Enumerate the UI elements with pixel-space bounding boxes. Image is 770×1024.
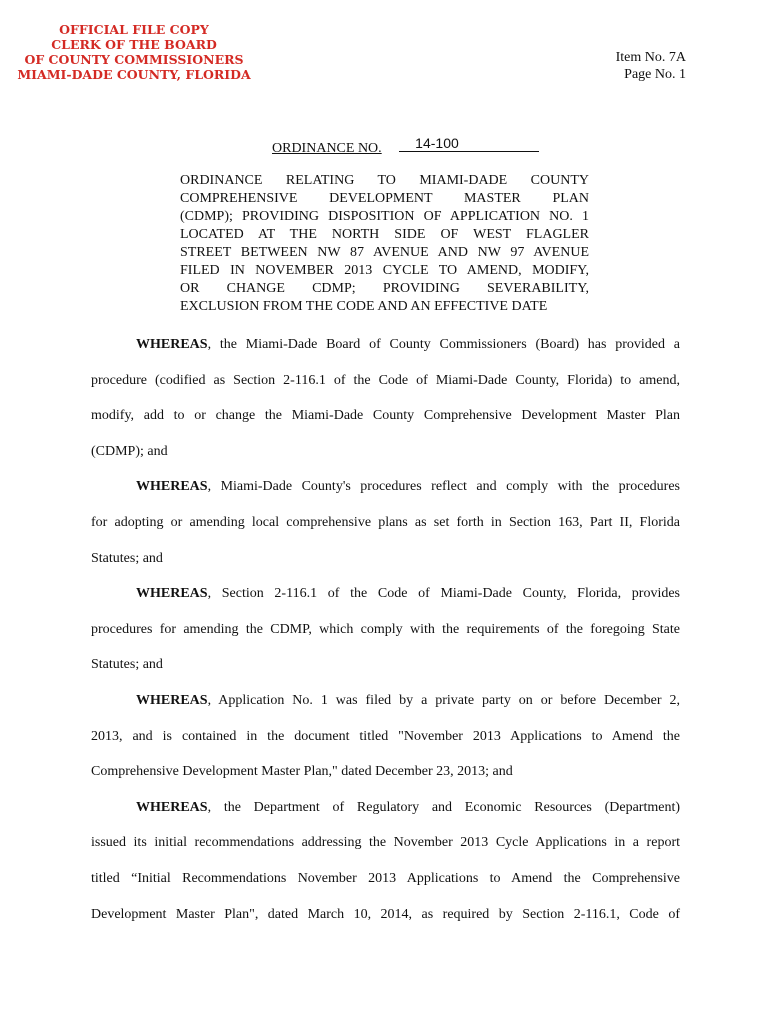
whereas-lead: WHEREAS	[136, 692, 208, 708]
title-line: LOCATED AT THE NORTH SIDE OF WEST FLAGLER	[180, 227, 589, 242]
page-number: Page No. 1	[624, 67, 686, 82]
whereas-paragraph	[91, 790, 680, 932]
title-line: (CDMP); PROVIDING DISPOSITION OF APPLICATION NO. 1	[180, 209, 589, 224]
paragraph-line	[91, 790, 680, 826]
whereas-paragraph	[91, 683, 680, 790]
ordinance-body	[91, 327, 680, 932]
ordinance-number: 14-100	[415, 135, 459, 151]
paragraph-line: titled “Initial Recommendations November 2013 Applications to Amend the Comprehensive	[91, 870, 680, 886]
title-line: STREET BETWEEN NW 87 AVENUE AND NW 97 AVENUE	[180, 245, 589, 260]
paragraph-line: procedure (codified as Section 2-116.1 of the Code of Miami-Dade County, Florida) to amend,	[91, 372, 680, 388]
title-line: COMPREHENSIVE DEVELOPMENT MASTER PLAN	[180, 191, 589, 206]
stamp-line: OF COUNTY COMMISSIONERS	[24, 52, 244, 67]
paragraph-line: Development Master Plan", dated March 10, 2014, as required by Section 2-116.1, Code of	[91, 906, 680, 922]
whereas-lead: WHEREAS	[136, 799, 208, 815]
paragraph-line: procedures for amending the CDMP, which comply with the requirements of the foregoing State	[91, 621, 680, 637]
paragraph-line: Statutes; and	[91, 657, 163, 673]
ordinance-title	[180, 172, 589, 316]
paragraph-line: Comprehensive Development Master Plan," dated December 23, 2013; and	[91, 764, 513, 780]
whereas-paragraph	[91, 327, 680, 469]
ordinance-label: ORDINANCE NO.	[272, 141, 382, 156]
paragraph-text: , Miami-Dade County's procedures reflect and comply with the procedures	[207, 479, 680, 495]
whereas-lead: WHEREAS	[136, 479, 208, 495]
title-line: OR CHANGE CDMP; PROVIDING SEVERABILITY,	[180, 281, 589, 296]
item-reference	[590, 49, 686, 83]
title-line: FILED IN NOVEMBER 2013 CYCLE TO AMEND, MODIFY,	[180, 263, 589, 278]
paragraph-line	[91, 683, 680, 719]
paragraph-line: issued its initial recommendations addressing the November 2013 Cycle Applications in a report	[91, 835, 680, 851]
ordinance-number-line	[272, 137, 539, 157]
ordinance-number-blank	[399, 137, 539, 152]
title-line: ORDINANCE RELATING TO MIAMI-DADE COUNTY	[180, 173, 589, 188]
paragraph-text: , the Department of Regulatory and Economic Resources (Department)	[207, 799, 680, 815]
title-line: EXCLUSION FROM THE CODE AND AN EFFECTIVE DATE	[180, 299, 548, 314]
paragraph-line: 2013, and is contained in the document titled "November 2013 Applications to Amend the	[91, 728, 680, 744]
item-number: Item No. 7A	[615, 50, 686, 65]
paragraph-text: , the Miami-Dade Board of County Commissioners (Board) has provided a	[207, 337, 680, 352]
whereas-lead: WHEREAS	[136, 337, 208, 352]
paragraph-line: (CDMP); and	[91, 443, 168, 459]
paragraph-line: for adopting or amending local comprehensive plans as set forth in Section 163, Part II, Florida	[91, 514, 680, 530]
paragraph-line	[91, 327, 680, 363]
stamp-line: MIAMI-DADE COUNTY, FLORIDA	[17, 67, 251, 82]
whereas-paragraph	[91, 469, 680, 576]
whereas-paragraph	[91, 576, 680, 683]
stamp-line: OFFICIAL FILE COPY	[59, 22, 209, 37]
stamp-line: CLERK OF THE BOARD	[51, 37, 217, 52]
paragraph-text: , Section 2-116.1 of the Code of Miami-Dade County, Florida, provides	[207, 586, 680, 602]
paragraph-line: Statutes; and	[91, 550, 163, 566]
paragraph-line	[91, 469, 680, 505]
official-file-copy-stamp	[14, 22, 254, 82]
paragraph-line: modify, add to or change the Miami-Dade County Comprehensive Development Master Plan	[91, 408, 680, 424]
whereas-lead: WHEREAS	[136, 586, 208, 602]
paragraph-text: , Application No. 1 was filed by a private party on or before December 2,	[207, 692, 680, 708]
paragraph-line	[91, 576, 680, 612]
